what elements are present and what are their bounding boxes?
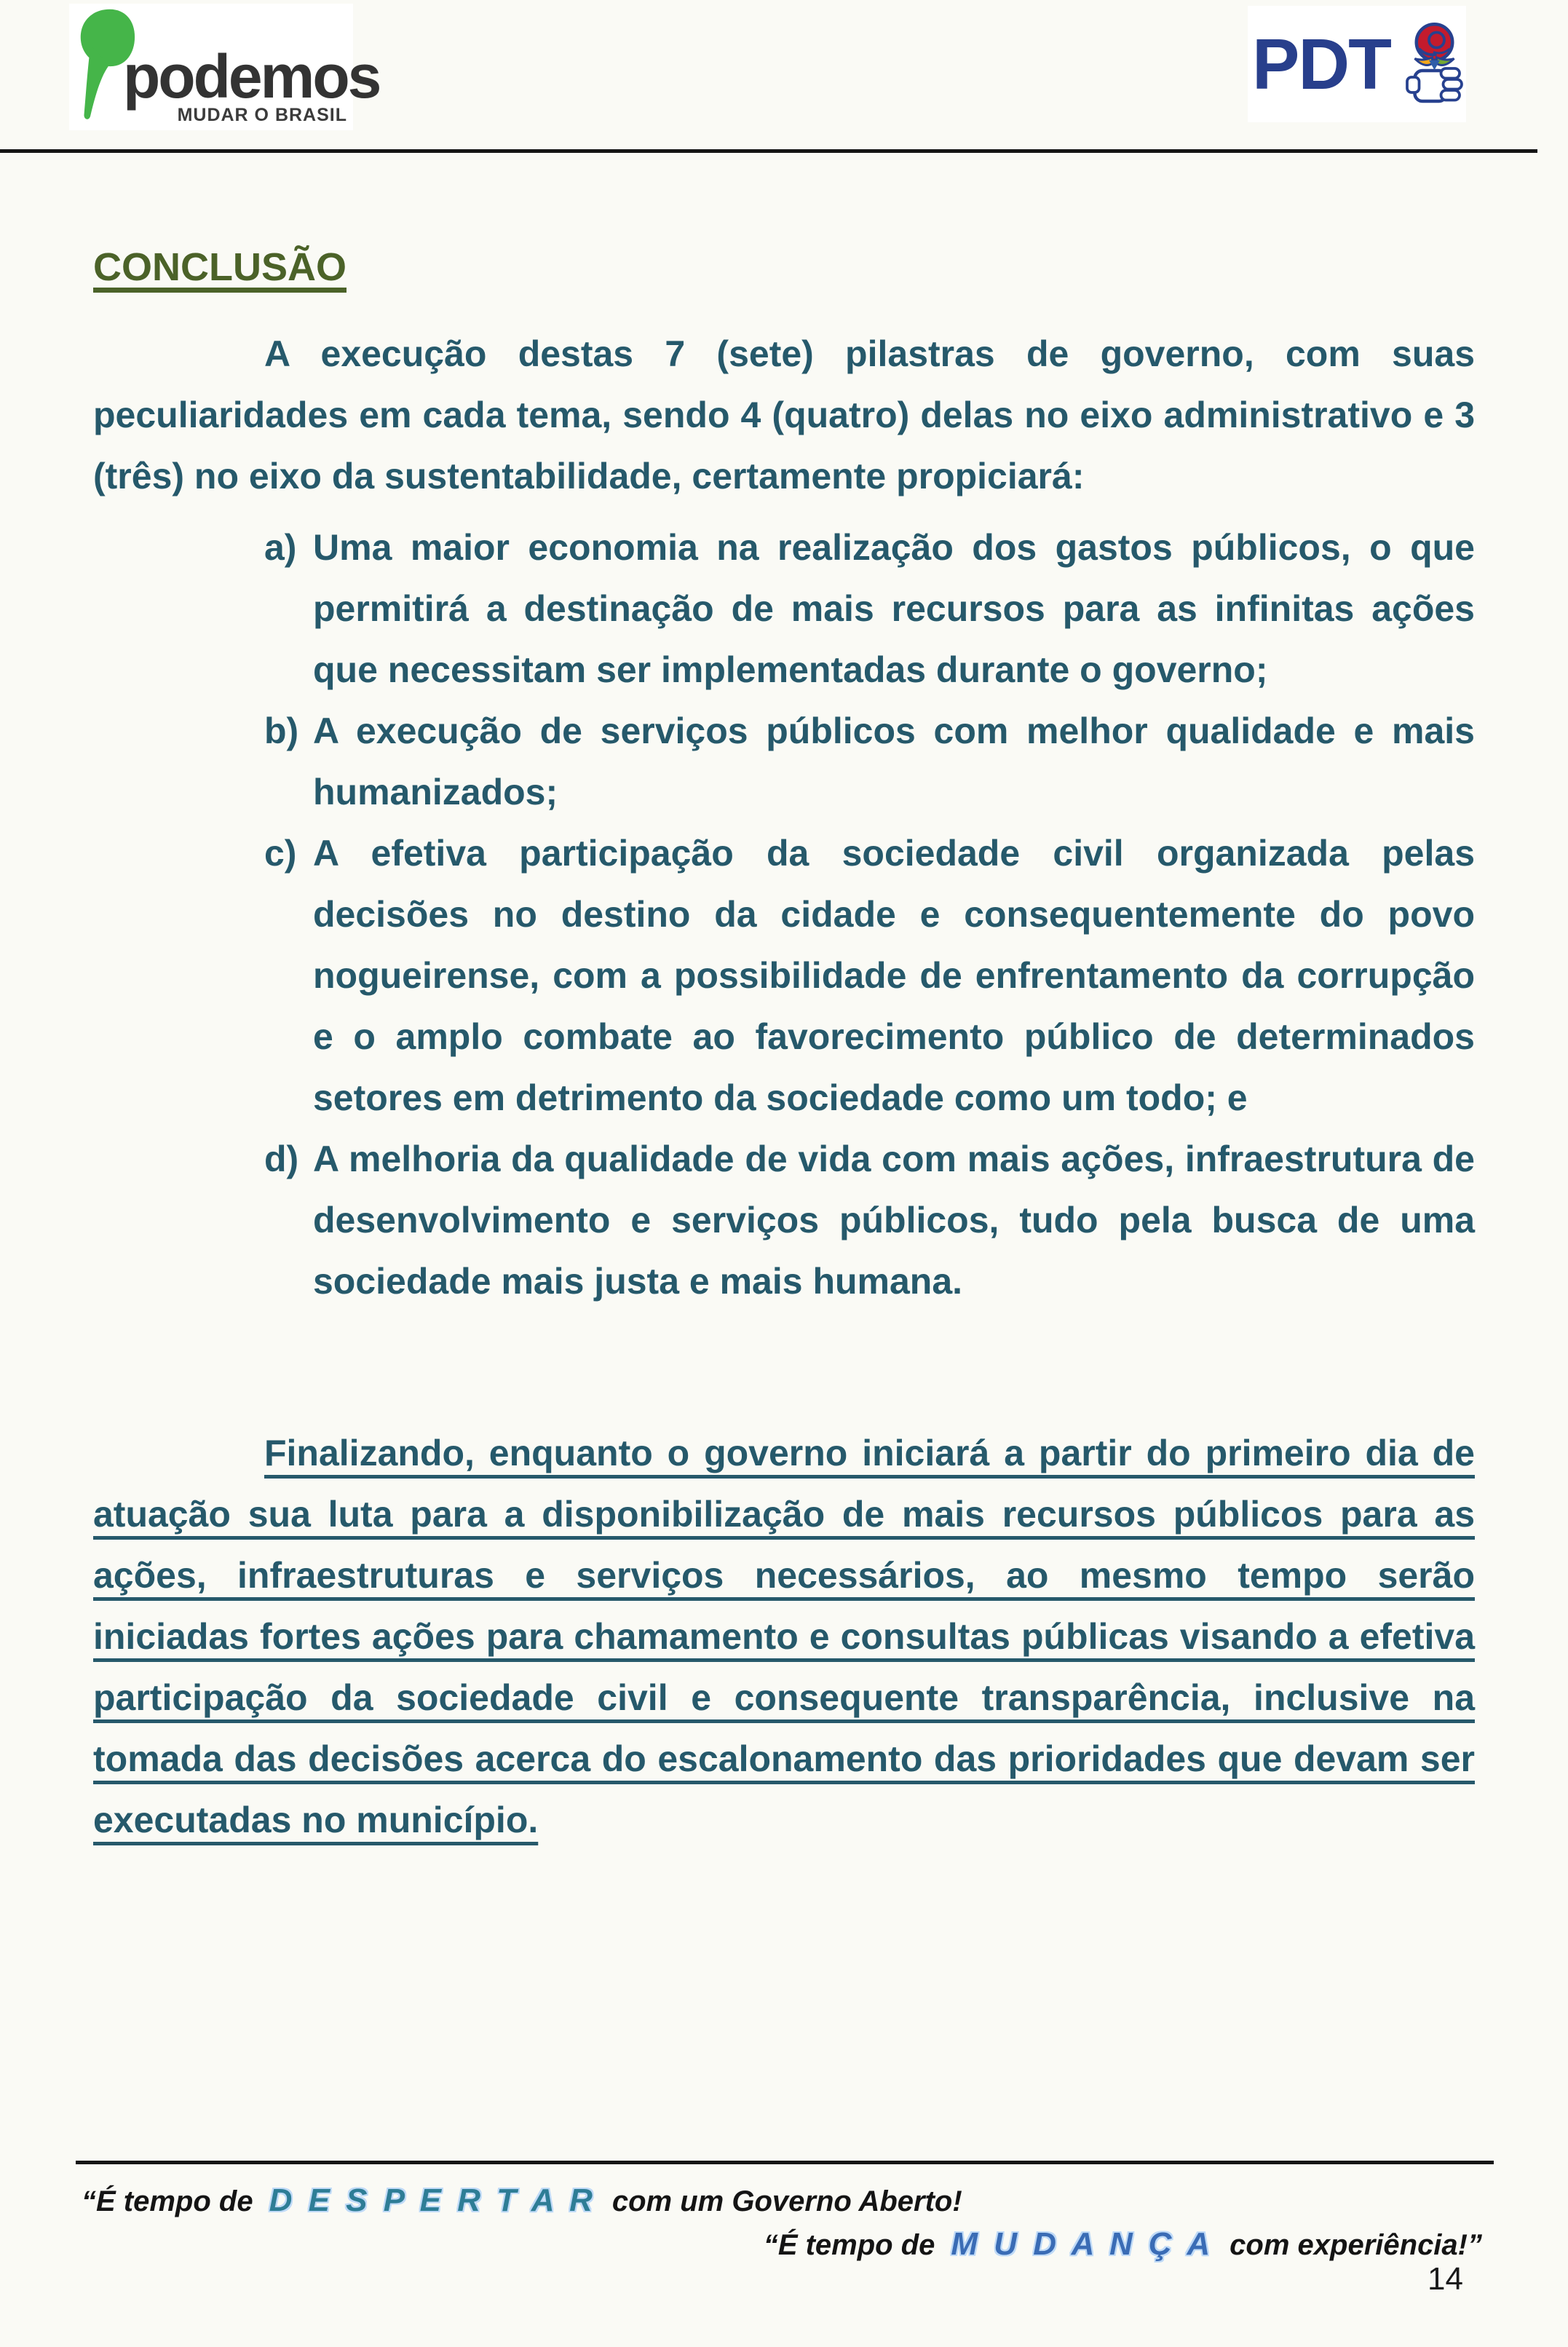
quote-suffix: com experiência!” [1230,2229,1482,2261]
list-item [264,823,1475,1128]
pdt-logo [1248,6,1466,122]
rose-in-fist-icon [1401,9,1466,119]
pdt-wordmark: PDT [1252,23,1390,104]
closing-paragraph: Finalizando, enquanto o governo iniciará a partir do primeiro dia de atuação sua luta para a disponibilização de mais recursos públicos para as ações, infraestruturas e serviços necessários, ao mesmo tempo serão iniciadas fortes ações para chamamento e consultas públicas visando a efetiva participação da sociedade civil e consequente transparência, inclusive na tomada das decisões acerca do escalonamento das prioridades que devam ser executadas no município. [93,1433,1475,1840]
intro-paragraph: A execução destas 7 (sete) pilastras de governo, com suas peculiaridades em cada tema, sendo 4 (quatro) delas no eixo administrativo e 3 (três) no eixo da sustentabilidade, certamente propiciará: [93,333,1475,496]
quote-prefix: “É tempo de [763,2229,935,2261]
footer-quote-despertar [82,2182,962,2219]
quote-highlight-mudanca: M U D A N Ç A [951,2226,1214,2262]
quote-suffix: com um Governo Aberto! [611,2185,962,2217]
list-item-marker: b) [264,711,299,751]
quote-prefix: “É tempo de [82,2185,253,2217]
list-item [264,700,1475,823]
page-number: 14 [1428,2261,1463,2297]
page-title: CONCLUSÃO [93,245,347,289]
podemos-tagline: MUDAR O BRASIL [177,105,347,125]
list-item-text: A execução de serviços públicos com melhor qualidade e mais humanizados; [313,711,1475,812]
quote-highlight-despertar: D E S P E R T A R [269,2182,596,2218]
list-item-text: A melhoria da qualidade de vida com mais ações, infraestrutura de desenvolvimento e serviços públicos, tudo pela busca de uma sociedade mais justa e mais humana. [313,1139,1475,1302]
list-item-marker: c) [264,833,297,874]
list-item [264,517,1475,700]
podemos-wordmark: podemos [123,42,380,111]
podemos-logo [69,4,380,130]
document-body [93,245,1475,1851]
footer-quote-mudanca [764,2226,1482,2263]
list-item-text: Uma maior economia na realização dos gastos públicos, o que permitirá a destinação de mais recursos para as infinitas ações que necessitam ser implementadas durante o governo; [313,527,1475,690]
footer-divider [76,2161,1494,2164]
list-item-marker: a) [264,527,297,568]
list-item-marker: d) [264,1139,299,1179]
header-divider [0,149,1537,153]
list-item-text: A efetiva participação da sociedade civil organizada pelas decisões no destino da cidade e consequentemente do povo nogueirense, com a possibilidade de enfrentamento da corrupção e o amplo combate ao favorecimento público de determinados setores em detrimento da sociedade como um todo; e [313,833,1475,1118]
conclusion-list [264,517,1475,1312]
list-item [264,1128,1475,1312]
